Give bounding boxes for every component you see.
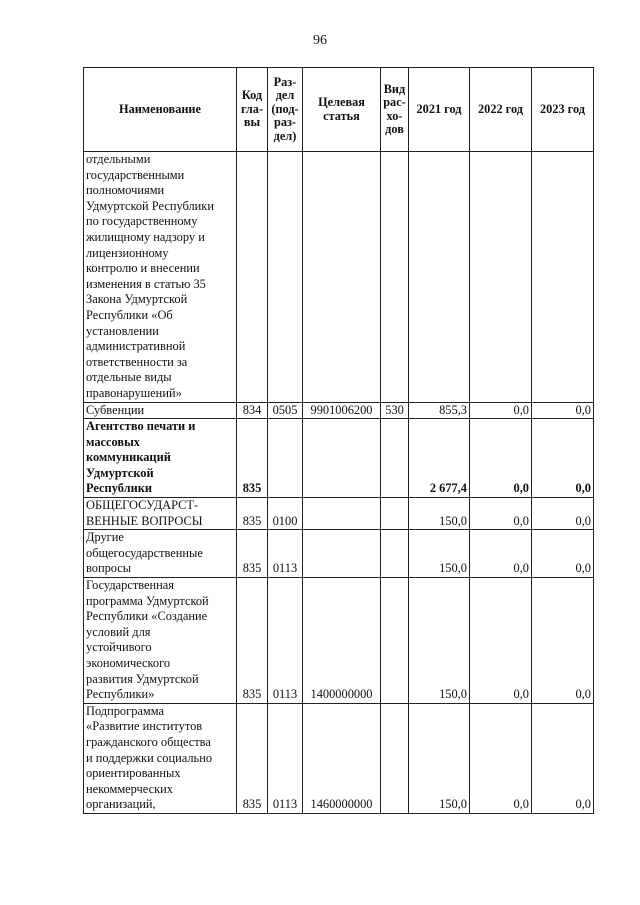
cell-target: 9901006200: [303, 402, 381, 419]
cell-name-line: Республики «Создание: [86, 609, 208, 624]
cell-2021: 150,0: [409, 498, 470, 530]
cell-2023: 0,0: [532, 498, 594, 530]
cell-name-line: жилищному надзору и: [86, 229, 205, 244]
cell-2022: 0,0: [470, 419, 532, 498]
cell-2022: 0,0: [470, 530, 532, 578]
cell-2021: 150,0: [409, 578, 470, 704]
cell-2022: 0,0: [470, 578, 532, 704]
cell-name-line: организаций,: [86, 797, 156, 812]
header-target: Целевая статья: [303, 68, 381, 152]
cell-name: [84, 152, 237, 403]
cell-section: 0113: [268, 578, 303, 704]
header-2023: 2023 год: [532, 68, 594, 152]
cell-name-line: ответственности за: [86, 354, 188, 369]
header-kind: Вид рас- хо- дов: [381, 68, 409, 152]
cell-target: [303, 530, 381, 578]
cell-section: [268, 419, 303, 498]
cell-name-line: отдельными: [86, 152, 151, 166]
table-row: [84, 152, 594, 403]
cell-code: 835: [237, 530, 268, 578]
cell-code: 835: [237, 498, 268, 530]
cell-name: [84, 498, 237, 530]
cell-name-line: Удмуртской: [86, 465, 154, 480]
cell-name-line: развития Удмуртской: [86, 671, 199, 686]
table-row: [84, 530, 594, 578]
cell-code: 834: [237, 402, 268, 419]
cell-name-line: Республики: [86, 481, 152, 496]
cell-kind: [381, 703, 409, 813]
table-row: [84, 578, 594, 704]
cell-target: 1460000000: [303, 703, 381, 813]
cell-name-line: Агентство печати и: [86, 419, 196, 434]
cell-name-line: Закона Удмуртской: [86, 292, 188, 307]
cell-section: 0113: [268, 530, 303, 578]
header-name: Наименование: [84, 68, 237, 152]
cell-2023: 0,0: [532, 578, 594, 704]
cell-2023: 0,0: [532, 530, 594, 578]
cell-2021: [409, 152, 470, 403]
header-code: Код гла- вы: [237, 68, 268, 152]
header-section: Раз- дел (под- раз- дел): [268, 68, 303, 152]
cell-name-line: гражданского общества: [86, 734, 211, 749]
cell-name-line: правонарушений»: [86, 385, 182, 400]
cell-name-line: Удмуртской Республики: [86, 198, 214, 213]
cell-code: 835: [237, 703, 268, 813]
header-2022: 2022 год: [470, 68, 532, 152]
cell-kind: [381, 419, 409, 498]
cell-code: 835: [237, 419, 268, 498]
cell-name-line: ВЕННЫЕ ВОПРОСЫ: [86, 513, 203, 528]
cell-target: [303, 419, 381, 498]
cell-code: 835: [237, 578, 268, 704]
table-row: [84, 402, 594, 419]
cell-name-line: устойчивого: [86, 640, 152, 655]
cell-2021: 150,0: [409, 530, 470, 578]
cell-name-line: Подпрограмма: [86, 703, 164, 718]
cell-2021: 2 677,4: [409, 419, 470, 498]
cell-2023: 0,0: [532, 703, 594, 813]
cell-name-line: Республики»: [86, 687, 155, 702]
cell-2022: 0,0: [470, 402, 532, 419]
header-2021: 2021 год: [409, 68, 470, 152]
cell-name-line: административной: [86, 339, 186, 354]
cell-name-line: ОБЩЕГОСУДАРСТ-: [86, 498, 199, 513]
cell-2022: 0,0: [470, 703, 532, 813]
table-row: [84, 703, 594, 813]
cell-name-line: контролю и внесении: [86, 261, 200, 276]
cell-name: [84, 578, 237, 704]
cell-kind: 530: [381, 402, 409, 419]
cell-section: 0505: [268, 402, 303, 419]
cell-name-line: лицензионному: [86, 245, 169, 260]
cell-2023: 0,0: [532, 419, 594, 498]
cell-name-line: Субвенции: [86, 402, 145, 417]
cell-name: [84, 703, 237, 813]
cell-target: [303, 498, 381, 530]
cell-target: [303, 152, 381, 403]
page-number: 96: [313, 33, 327, 48]
header-row: [84, 68, 594, 152]
cell-name-line: Государственная: [86, 578, 174, 593]
cell-2022: 0,0: [470, 498, 532, 530]
cell-name-line: массовых: [86, 434, 140, 449]
cell-name-line: программа Удмуртской: [86, 593, 209, 608]
cell-section: 0113: [268, 703, 303, 813]
cell-name-line: общегосударственные: [86, 545, 203, 560]
cell-name-line: полномочиями: [86, 183, 165, 198]
cell-name-line: некоммерческих: [86, 781, 173, 796]
cell-name-line: Другие: [86, 530, 124, 545]
budget-table: [83, 67, 594, 814]
cell-kind: [381, 152, 409, 403]
cell-name-line: установлении: [86, 323, 159, 338]
cell-name-line: «Развитие институтов: [86, 719, 203, 734]
cell-section: [268, 152, 303, 403]
cell-2023: [532, 152, 594, 403]
table-row: [84, 419, 594, 498]
cell-section: 0100: [268, 498, 303, 530]
cell-name-line: условий для: [86, 624, 151, 639]
cell-2022: [470, 152, 532, 403]
cell-name-line: отдельные виды: [86, 370, 172, 385]
cell-name: [84, 530, 237, 578]
cell-kind: [381, 498, 409, 530]
cell-name: [84, 402, 237, 419]
cell-2023: 0,0: [532, 402, 594, 419]
cell-name-line: ориентированных: [86, 766, 181, 781]
cell-name-line: по государственному: [86, 214, 198, 229]
cell-2021: 150,0: [409, 703, 470, 813]
cell-name-line: государственными: [86, 167, 185, 182]
cell-code: [237, 152, 268, 403]
cell-target: 1400000000: [303, 578, 381, 704]
cell-name-line: изменения в статью 35: [86, 276, 206, 291]
table-row: [84, 498, 594, 530]
cell-kind: [381, 578, 409, 704]
cell-kind: [381, 530, 409, 578]
cell-name-line: и поддержки социально: [86, 750, 213, 765]
cell-2021: 855,3: [409, 402, 470, 419]
cell-name-line: Республики «Об: [86, 307, 173, 322]
table-body: [84, 152, 594, 814]
cell-name-line: экономического: [86, 656, 171, 670]
cell-name-line: вопросы: [86, 561, 132, 576]
cell-name: [84, 419, 237, 498]
cell-name-line: коммуникаций: [86, 450, 171, 465]
